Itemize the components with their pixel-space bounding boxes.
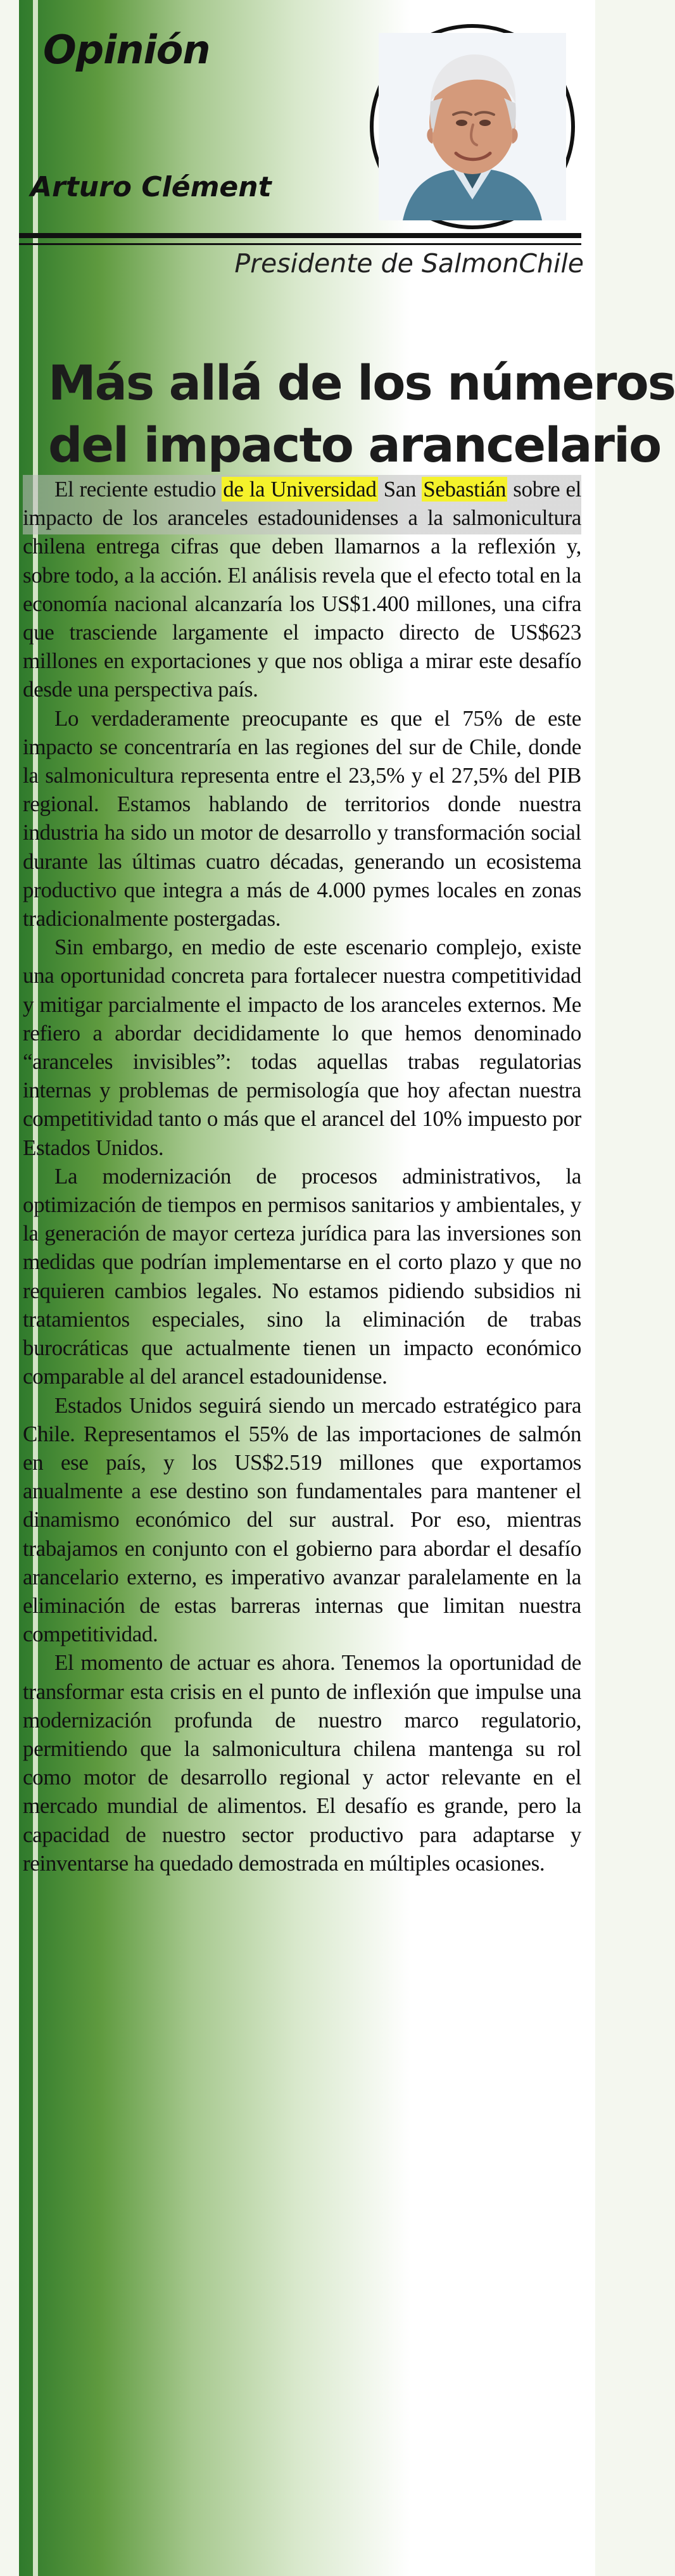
- header-divider-thick: [19, 233, 581, 238]
- author-name: Arturo Clément: [30, 171, 272, 203]
- highlighted-text: de la Universidad: [223, 477, 377, 502]
- opinion-column: [19, 0, 675, 2576]
- article-paragraph: Sin embargo, en medio de este escenario complejo, existe una oportunidad concreta para fortalecer nuestra competitividad y mitigar parcialmente el impacto de los aranceles externos. Me refiero a abordar decididamente lo que hemos denominado “aranceles invisibles”: todas aquellas trabas regulatorias internas y problemas de permisología que hoy afectan nuestra competitividad tanto o más que el arancel del 10% impuesto por Estados Unidos.: [23, 935, 581, 1160]
- author-photo: [379, 33, 566, 220]
- paragraph-text: sobre el impacto de los aranceles estadounidenses a la salmonicultura chilena entrega cifras que deben llamarnos a la reflexión y, sobre todo, a la acción. El análisis revela que el efecto total en la economía nacional alcanzaría los US$1.400 millones, una cifra que trasciende largamente el impacto directo de US$623 millones en exportaciones y que nos obliga a mirar este desafío desde una perspectiva país.: [23, 477, 581, 702]
- paragraph-text: El reciente estudio: [54, 477, 222, 502]
- article-paragraph: [23, 475, 581, 704]
- article-body: [23, 475, 581, 1878]
- headline-line: del impacto arancelario: [48, 416, 661, 473]
- highlighted-text: Sebastián: [423, 477, 507, 502]
- headline-line: Más allá de los números: [48, 354, 675, 411]
- article-paragraph: Estados Unidos seguirá siendo un mercado estratégico para Chile. Representamos el 55% de las importaciones de salmón en ese país, y los US$2.519 millones que exportamos anualmente a ese destino son fundamentales para mantener el dinamismo económico del sur austral. Por eso, mientras trabajamos en conjunto con el gobierno para abordar el desafío arancelario externo, es imperativo avanzar paralelamente en la eliminación de estas barreras internas que limitan nuestra competitividad.: [23, 1392, 581, 1647]
- article-paragraph: Lo verdaderamente preocupante es que el 75% de este impacto se concentraría en las regiones del sur de Chile, donde la salmonicultura representa entre el 23,5% y el 27,5% del PIB regional. Estamos hablando de territorios donde nuestra industria ha sido un motor de desarrollo y transformación social durante las últimas cuatro décadas, generando un ecosistema productivo que integra a más de 4.000 pymes locales en zonas tradicionalmente postergadas.: [23, 705, 581, 931]
- article-headline: [48, 352, 675, 476]
- author-role: Presidente de SalmonChile: [234, 248, 584, 279]
- article-paragraph: El momento de actuar es ahora. Tenemos la oportunidad de transformar esta crisis en el punto de inflexión que impulse una modernización profunda de nuestro marco regulatorio, permitiendo que la salmonicultura chilena mantenga su rol como motor de desarrollo regional y actor relevante en el mercado mundial de alimentos. El desafío es grande, pero la capacidad de nuestro sector productivo para adaptarse y reinventarse ha quedado demostrada en múltiples ocasiones.: [23, 1650, 581, 1876]
- author-portrait: [370, 24, 575, 229]
- article-paragraph: La modernización de procesos administrativos, la optimización de tiempos en permisos sanitarios y ambientales, y la generación de mayor certeza jurídica para las inversiones son medidas que podrían implementarse en el corto plazo y que no requieren cambios legales. No estamos pidiendo subsidios ni tratamientos especiales, sino la eliminación de trabas burocráticas que actualmente tienen un impacto económico comparable al del arancel estadounidense.: [23, 1163, 581, 1389]
- column-header: [19, 0, 595, 304]
- paragraph-text: San: [377, 477, 422, 502]
- header-divider-thin: [19, 243, 581, 245]
- section-label: Opinión: [43, 27, 210, 73]
